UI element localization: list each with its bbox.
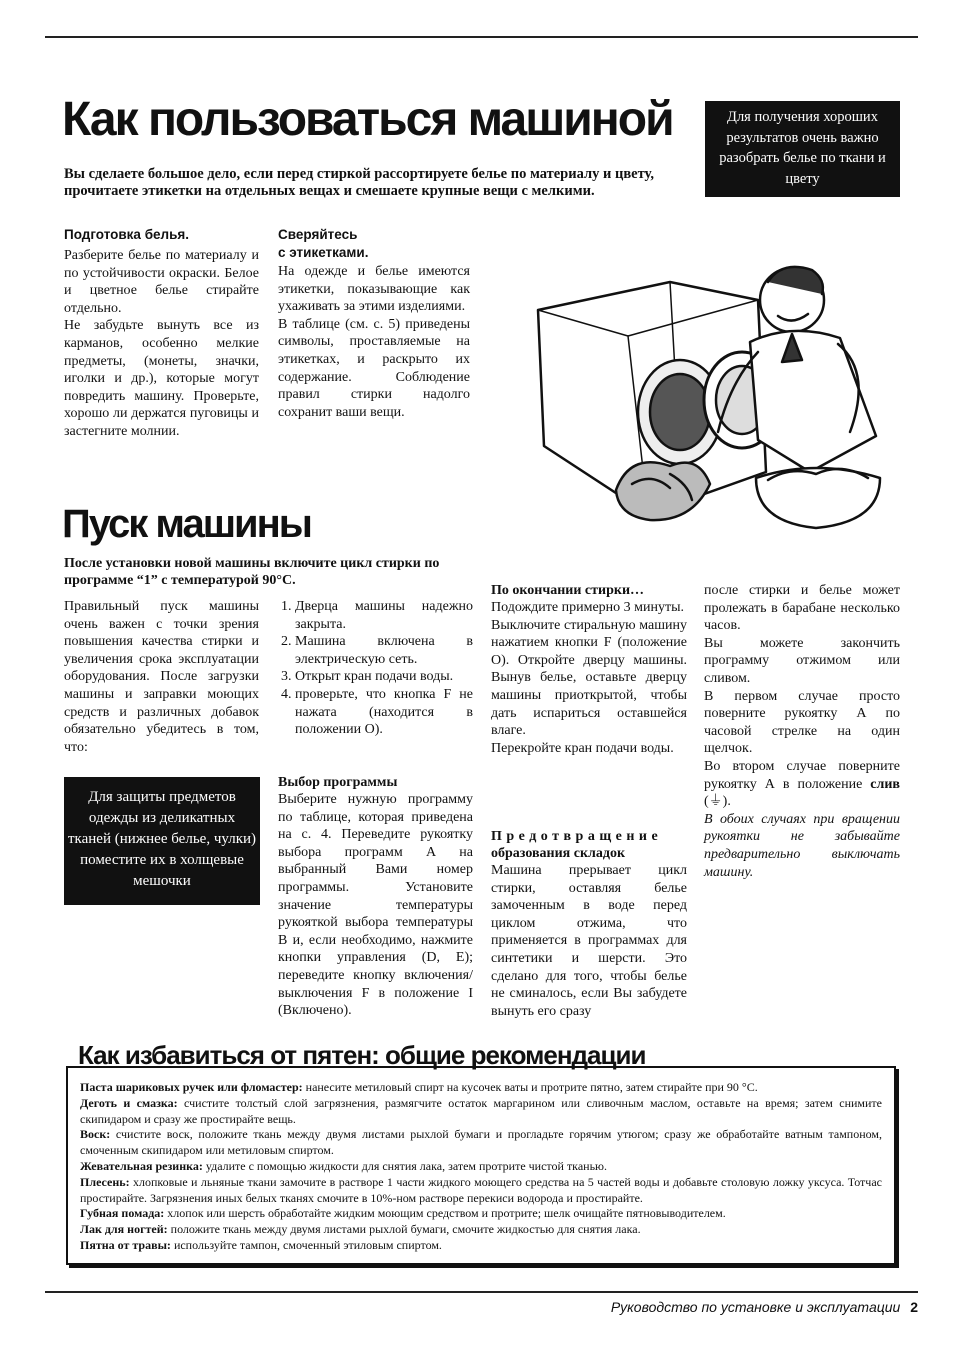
check-labels-heading-2: с этикетками. [278, 245, 369, 260]
checklist-item: 2. Машина включена в электрическую сеть. [295, 633, 473, 668]
section-crease-prevention [491, 828, 687, 1020]
stain-key: Губная помада: [80, 1206, 165, 1221]
start-checklist [278, 598, 473, 739]
stain-value: положите ткань между двумя листами рыхлой бумаги, смочите жидкостью для снятия лака. [167, 1222, 641, 1237]
section-start-checklist [278, 598, 473, 739]
stains-title: Как избавиться от пятен: общие рекомендации [78, 1040, 646, 1070]
stain-value: удалите с помощью жидкости для снятия лака, затем протрите чистой тканью. [202, 1158, 608, 1173]
spin-drain-text-3: В первом случае просто поверните рукоятку А по часовой стрелке на один щелчок. [704, 688, 900, 757]
crease-prevention-heading-2: образования складок [491, 846, 626, 861]
laundry-prep-text-2: Не забудьте вынуть все из карманов, особенно мелкие предметы, (монеты, значки, иголки и др.), которые могут повредить машину. Проверьте, хорошо ли держатся пуговицы и застегните молнии. [64, 318, 259, 439]
stain-item [80, 1080, 882, 1096]
washing-machine-illustration [520, 222, 920, 552]
stain-key: Деготь и смазка: [80, 1095, 178, 1110]
crease-prevention-heading-1: Предотвращение [491, 829, 663, 844]
section-after-wash [491, 582, 687, 757]
stains-box [66, 1066, 896, 1265]
checklist-item: 3. Открыт кран подачи воды. [295, 668, 473, 686]
laundry-prep-heading: Подготовка белья. [64, 227, 190, 242]
checklist-item: 4. проверьте, что кнопка F не нажата (находится в положении O). [295, 686, 473, 739]
after-wash-heading: По окончании стирки… [491, 583, 645, 598]
check-labels-text-1: На одежде и белье имеются этикетки, показывающие как ухаживать за этими изделиями. [278, 264, 470, 315]
top-rule [45, 36, 918, 38]
section-spin-drain [704, 582, 900, 881]
stain-value: нанесите метиловый спирт на кусочек ваты и протрите пятно, затем стирайте при 90 °С. [302, 1080, 758, 1094]
crease-prevention-text: Машина прерывает цикл стирки, оставляя белье замоченным в воде перед циклом отжима, что применяется в программах для синтетики и шерсти. Это сделано для того, чтобы белье не сминалось, если Вы забудете вынуть его сразу [491, 863, 687, 1019]
check-labels-text-2: В таблице (см. с. 5) приведены символы, проставляемые на этикетках, и раскрыто их содержание. Соблюдение правил стирки надолго сохранит ваши вещи. [278, 316, 470, 420]
spin-drain-text-4 [704, 758, 900, 811]
stain-item [80, 1127, 882, 1159]
stain-value: счистите воск, положите ткань между двумя листами рыхлой бумаги и прогладьте горячим утюгом; сразу же обработайте ватным тампоном, смоченным скипидаром или метиловым спиртом. [80, 1127, 882, 1158]
program-select-text: Выберите нужную программу по таблице, которая приведена на с. 4. Переведите рукоятку выбора программ А на выбранный Вами номер программы. Установите значение температуры рукояткой выбора температуры В и, если необходимо, нажмите кнопки управления (D, E); переведите кнопку включения/выключения F в положение I (Включено). [278, 792, 473, 1019]
stain-value: хлопковые и льняные ткани замочите в растворе 1 части жидкого моющего средства на 5 частей воды и добавьте столовую ложку уксуса. Тотчас простирайте. Загрязнения иных белых тканях смочите в 10%-ном растворе перекиси водорода и простирайте. [80, 1174, 882, 1205]
stain-value: хлопок или шерсть обработайте жидким моющим средством и протрите; шелк очищайте пятновыводителем. [164, 1206, 726, 1221]
page-number: 2 [910, 1299, 918, 1315]
stain-key: Плесень: [80, 1174, 130, 1189]
footer-text: Руководство по установке и эксплуатации [610, 1299, 901, 1315]
section-title-start: Пуск машины [62, 502, 311, 546]
spin-drain-text-4c: (⏚). [704, 794, 731, 810]
spin-drain-text-2: Вы можете закончить программу отжимом или сливом. [704, 635, 900, 686]
stain-value: используйте тампон, смоченный этиловым спиртом. [170, 1237, 442, 1252]
program-select-heading: Выбор программы [278, 775, 398, 790]
drain-label: слив [870, 776, 900, 792]
stain-value: счистите толстый слой загрязнения, размягчите остаток маргарином или сливочным маслом, оставьте на время; затем снимите скипидаром и сразу же простирайте вещь. [80, 1095, 882, 1126]
after-wash-text-3: Перекройте кран подачи воды. [491, 740, 674, 756]
spin-drain-text-4a: Во втором случае поверните рукоятку А в положение [704, 758, 900, 792]
page-title: Как пользоваться машиной [62, 93, 673, 146]
start-text: Правильный пуск машины очень важен с точки зрения повышения качества стирки и увеличения срока эксплуатации оборудования. После загрузки машины и заправки моющих средств и различных добавок обязательно убедитесь в том, что: [64, 599, 259, 755]
stain-key: Пятна от травы: [80, 1237, 171, 1252]
section-laundry-prep [64, 226, 259, 441]
section-program-select [278, 774, 473, 1020]
after-wash-text-1: Подождите примерно 3 минуты. [491, 600, 685, 615]
after-wash-text-2: Выключите стиральную машину нажатием кнопки F (положение O). Откройте дверцу машины. Вынув белье, оставьте дверцу машины приоткрытой, чтобы дать испариться оставшейся влаге. [491, 617, 687, 739]
start-lead: После установки новой машины включите цикл стирки по программе “1” с температурой 90°С. [64, 556, 440, 588]
sidebox-delicates-tip-text: Для защиты предметов одежды из деликатных тканей (нижнее белье, чулки) поместите их в холщевые мешочки [68, 789, 256, 889]
sidebox-delicates-tip [64, 777, 260, 905]
stain-key: Жевательная резинка: [80, 1158, 203, 1173]
stain-item [80, 1206, 882, 1222]
stain-key: Паста шариковых ручек или фломастер: [80, 1080, 303, 1094]
stain-item [80, 1175, 882, 1207]
sidebox-sorting-tip-text: Для получения хороших результатов очень важно разобрать белье по ткани и цвету [719, 109, 886, 187]
laundry-prep-text-1: Разберите белье по материалу и по устойчивости окраски. Белое и цветное белье стирайте отдельно. [64, 248, 259, 316]
stain-item [80, 1222, 882, 1238]
stain-key: Воск: [80, 1127, 111, 1142]
footer [611, 1299, 918, 1315]
sidebox-sorting-tip [705, 101, 900, 197]
check-labels-heading-1: Сверяйтесь [278, 227, 358, 242]
intro-lead: Вы сделаете большое дело, если перед стиркой рассортируете белье по материалу и цвету, прочитаете этикетки на отдельных вещах и смешаете крупные вещи с мелкими. [64, 166, 654, 199]
checklist-item: 1. Дверца машины надежно закрыта. [295, 598, 473, 633]
stain-item [80, 1238, 882, 1254]
stain-item [80, 1096, 882, 1128]
bottom-rule [45, 1291, 918, 1293]
stain-key: Лак для ногтей: [80, 1222, 168, 1237]
spin-drain-text-1: после стирки и белье может пролежать в барабане несколько часов. [704, 583, 900, 634]
spin-drain-warning: В обоих случаях при вращении рукоятки не забывайте предварительно выключать машину. [704, 811, 900, 880]
section-check-labels [278, 226, 470, 421]
stain-item [80, 1159, 882, 1175]
